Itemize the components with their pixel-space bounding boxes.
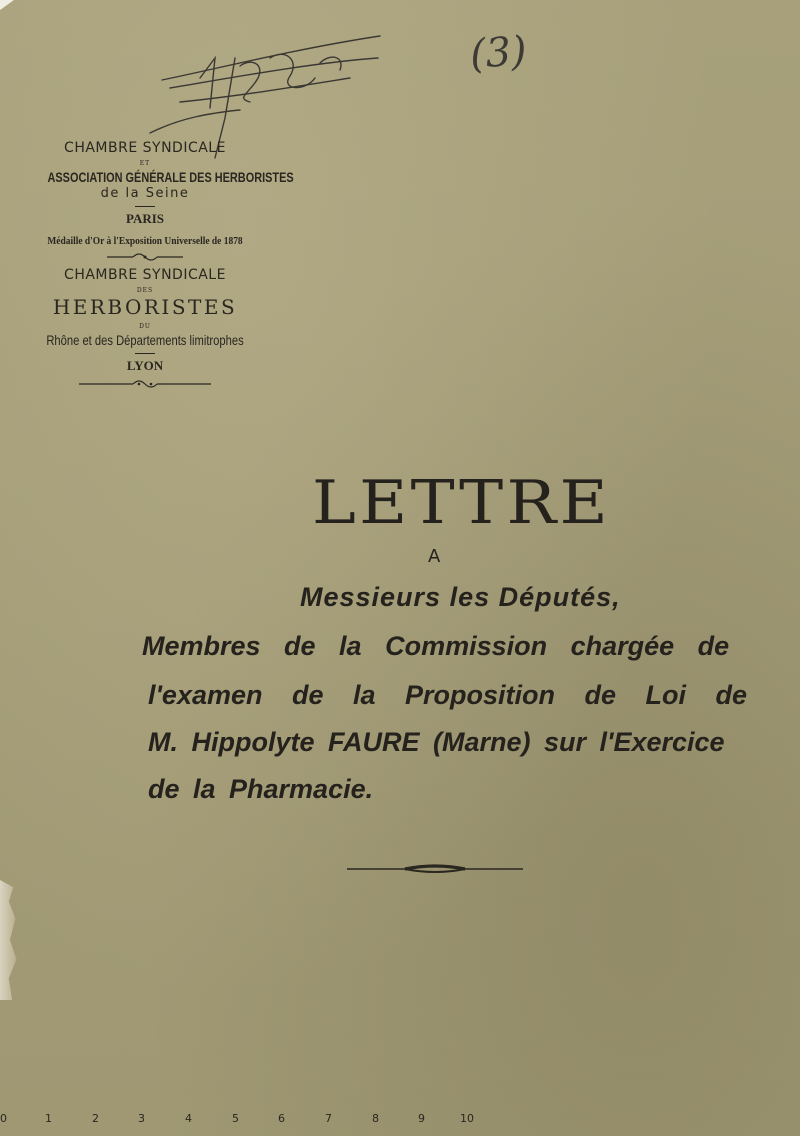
ornament-divider-2 (77, 380, 213, 388)
ruler-label: 4 (185, 1112, 192, 1125)
ruler-label: 6 (278, 1112, 285, 1125)
header-association: ASSOCIATION GÉNÉRALE DES HERBORISTES (47, 169, 294, 185)
address-line: de la Pharmacie. (148, 774, 374, 804)
handwritten-page-number: (3) (468, 28, 529, 78)
scale-ruler (0, 1112, 480, 1136)
ruler-label: 9 (418, 1112, 425, 1125)
header-divider-2 (135, 353, 155, 354)
letterhead (20, 138, 294, 388)
address-line: Membres de la Commission chargée de (142, 631, 730, 661)
ornament-divider (105, 253, 185, 261)
paper-corner (0, 0, 14, 10)
ruler-label: 2 (92, 1112, 99, 1125)
header-du: DU (139, 323, 151, 330)
document-title: LETTRE (312, 468, 611, 538)
header-herboristes: HERBORISTES (52, 295, 238, 319)
ruler-label: 3 (138, 1112, 145, 1125)
ruler-label: 1 (45, 1112, 52, 1125)
header-divider (135, 206, 155, 207)
address-line: l'examen de la Proposition de Loi de (148, 680, 748, 710)
header-des: DES (136, 287, 154, 294)
header-chambre-syndicale-2: CHAMBRE SYNDICALE (64, 267, 226, 283)
address-line: Messieurs les Députés, (300, 582, 621, 612)
header-et: ET (139, 160, 151, 167)
header-de-la-seine: de la Seine (100, 186, 190, 201)
bottom-ornament-divider (345, 864, 525, 874)
header-medaille: Médaille d'Or à l'Exposition Universelle de 1878 (47, 235, 243, 247)
ruler-label: 0 (0, 1112, 7, 1125)
torn-paper-edge (0, 880, 22, 1000)
ruler-label: 10 (460, 1112, 474, 1125)
ruler-label: 8 (372, 1112, 379, 1125)
ruler-label: 5 (232, 1112, 239, 1125)
header-rhone: Rhône et des Départements limitrophes (46, 332, 244, 348)
address-line: M. Hippolyte FAURE (Marne) sur l'Exercice (148, 727, 725, 757)
title-a: A (428, 546, 441, 567)
header-paris: PARIS (125, 211, 165, 226)
header-lyon: LYON (126, 358, 164, 373)
header-chambre-syndicale: CHAMBRE SYNDICALE (64, 140, 226, 156)
ruler-label: 7 (325, 1112, 332, 1125)
